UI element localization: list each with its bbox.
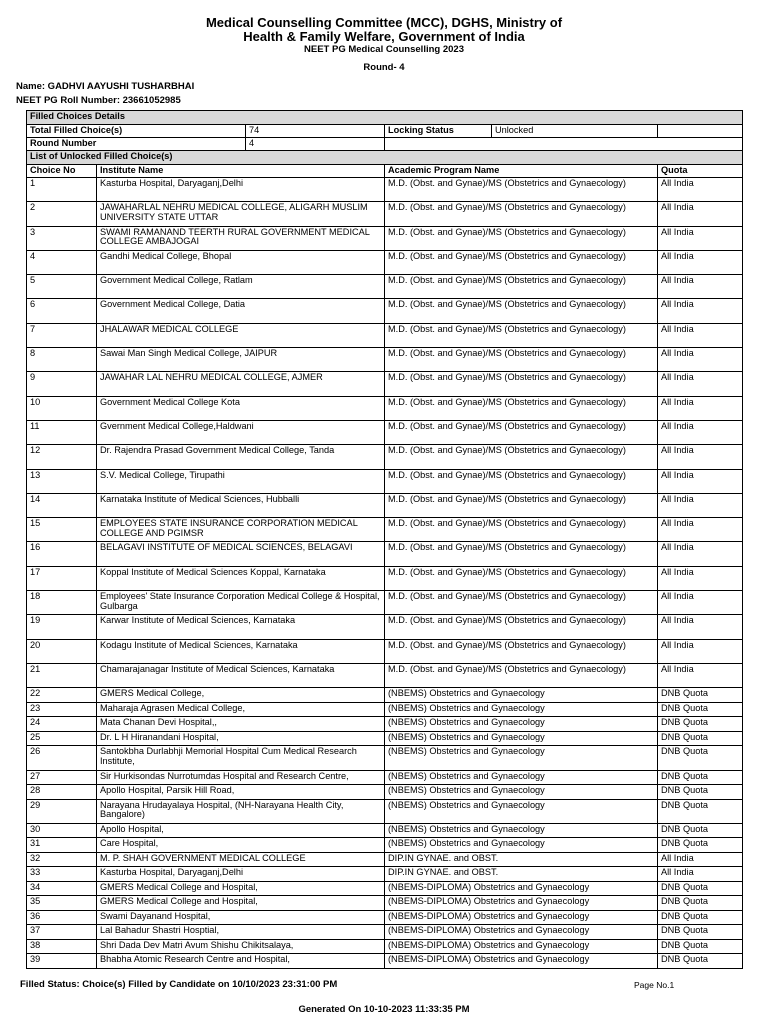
table-row [27,770,743,785]
table-row [27,881,743,896]
institute-name: S.V. Medical College, Tirupathi [97,469,385,493]
institute-name: Lal Bahadur Shastri Hosptial, [97,925,385,940]
choice-no: 25 [27,731,97,746]
quota: All India [658,615,743,639]
quota: All India [658,178,743,202]
quota: DNB Quota [658,688,743,703]
institute-name: GMERS Medical College and Hospital, [97,881,385,896]
program-name: M.D. (Obst. and Gynae)/MS (Obstetrics and Gynaecology) [385,226,658,250]
program-name: (NBEMS) Obstetrics and Gynaecology [385,770,658,785]
table-row [27,746,743,770]
table-row [27,250,743,274]
quota: All India [658,542,743,566]
quota: All India [658,639,743,663]
choice-no: 39 [27,954,97,969]
choice-no: 21 [27,663,97,687]
choice-no: 26 [27,746,97,770]
program-name: M.D. (Obst. and Gynae)/MS (Obstetrics and Gynaecology) [385,663,658,687]
locking-value: Unlocked [495,125,534,135]
institute-name: Mata Chanan Devi Hospital,, [97,717,385,732]
col-institute: Institute Name [97,165,385,178]
round-number-label: Round Number [27,138,246,150]
quota: All India [658,518,743,542]
quota: All India [658,420,743,444]
program-name: (NBEMS) Obstetrics and Gynaecology [385,688,658,703]
quota: DNB Quota [658,702,743,717]
program-name: M.D. (Obst. and Gynae)/MS (Obstetrics and Gynaecology) [385,639,658,663]
program-name: M.D. (Obst. and Gynae)/MS (Obstetrics and Gynaecology) [385,469,658,493]
choices-table [26,110,743,969]
program-name: M.D. (Obst. and Gynae)/MS (Obstetrics and Gynaecology) [385,518,658,542]
program-name: (NBEMS) Obstetrics and Gynaecology [385,785,658,800]
quota: All India [658,202,743,226]
choice-no: 10 [27,396,97,420]
institute-name: Apollo Hospital, [97,823,385,838]
institute-name: Kasturba Hospital, Daryaganj,Delhi [97,178,385,202]
quota: DNB Quota [658,881,743,896]
program-name: M.D. (Obst. and Gynae)/MS (Obstetrics and Gynaecology) [385,178,658,202]
program-name: M.D. (Obst. and Gynae)/MS (Obstetrics and Gynaecology) [385,615,658,639]
summary-spacer [658,125,743,138]
institute-name: Kasturba Hospital, Daryaganj,Delhi [97,867,385,882]
quota: DNB Quota [658,925,743,940]
institute-name: Narayana Hrudayalaya Hospital, (NH-Narayana Health City, Bangalore) [97,799,385,823]
table-row [27,939,743,954]
table-row [27,518,743,542]
quota: All India [658,469,743,493]
table-row [27,852,743,867]
table-row [27,445,743,469]
section-filled-choices [27,111,743,125]
institute-name: BELAGAVI INSTITUTE OF MEDICAL SCIENCES, BELAGAVI [97,542,385,566]
page-subtitle: NEET PG Medical Counselling 2023 [304,44,464,55]
quota: All India [658,275,743,299]
program-name: M.D. (Obst. and Gynae)/MS (Obstetrics and Gynaecology) [385,323,658,347]
quota: DNB Quota [658,770,743,785]
choice-no: 22 [27,688,97,703]
table-row [27,639,743,663]
choice-no: 17 [27,566,97,590]
table-row [27,925,743,940]
quota: DNB Quota [658,717,743,732]
institute-name: M. P. SHAH GOVERNMENT MEDICAL COLLEGE [97,852,385,867]
choice-no: 1 [27,178,97,202]
quota: All India [658,493,743,517]
program-name: (NBEMS-DIPLOMA) Obstetrics and Gynaecology [385,910,658,925]
quota: All India [658,396,743,420]
table-row [27,202,743,226]
col-quota: Quota [658,165,743,178]
table-row [27,542,743,566]
table-row [27,420,743,444]
table-row [27,493,743,517]
quota: DNB Quota [658,896,743,911]
summary-row-round [27,138,743,151]
title-text: Medical Counselling Committee (MCC), DGHS, Ministry of Health & Family Welfare, Government of India [205,15,563,44]
table-row [27,663,743,687]
choice-no: 12 [27,445,97,469]
choice-no: 37 [27,925,97,940]
institute-name: Swami Dayanand Hospital, [97,910,385,925]
institute-name: Karnataka Institute of Medical Sciences, Hubballi [97,493,385,517]
institute-name: Karwar Institute of Medical Sciences, Karnataka [97,615,385,639]
table-row [27,275,743,299]
institute-name: Santokbha Durlabhji Memorial Hospital Cum Medical Research Institute, [97,746,385,770]
table-row [27,799,743,823]
choice-no: 13 [27,469,97,493]
program-name: M.D. (Obst. and Gynae)/MS (Obstetrics and Gynaecology) [385,299,658,323]
table-row [27,226,743,250]
program-name: DIP.IN GYNAE. and OBST. [385,852,658,867]
choice-no: 29 [27,799,97,823]
table-row [27,566,743,590]
candidate-roll: NEET PG Roll Number: 23661052985 [16,95,181,106]
institute-name: GMERS Medical College, [97,688,385,703]
choice-no: 31 [27,838,97,853]
program-name: (NBEMS) Obstetrics and Gynaecology [385,731,658,746]
institute-name: Government Medical College, Ratlam [97,275,385,299]
quota: DNB Quota [658,954,743,969]
institute-name: JHALAWAR MEDICAL COLLEGE [97,323,385,347]
choice-no: 16 [27,542,97,566]
choice-no: 33 [27,867,97,882]
table-row [27,867,743,882]
institute-name: Koppal Institute of Medical Sciences Koppal, Karnataka [97,566,385,590]
institute-name: Government Medical College Kota [97,396,385,420]
table-row [27,299,743,323]
quota: All India [658,299,743,323]
institute-name: Kodagu Institute of Medical Sciences, Karnataka [97,639,385,663]
choice-no: 27 [27,770,97,785]
table-row [27,717,743,732]
table-row [27,910,743,925]
choice-no: 36 [27,910,97,925]
total-label: Total Filled Choice(s) [27,125,246,137]
choice-no: 23 [27,702,97,717]
table-row [27,838,743,853]
total-value: 74 [249,125,260,135]
institute-name: GMERS Medical College and Hospital, [97,896,385,911]
program-name: M.D. (Obst. and Gynae)/MS (Obstetrics and Gynaecology) [385,396,658,420]
section-title: Filled Choices Details [27,111,743,125]
program-name: (NBEMS) Obstetrics and Gynaecology [385,799,658,823]
choice-no: 32 [27,852,97,867]
institute-name: Sir Hurkisondas Nurrotumdas Hospital and Research Centre, [97,770,385,785]
institute-name: JAWAHAR LAL NEHRU MEDICAL COLLEGE, AJMER [97,372,385,396]
table-row [27,396,743,420]
institute-name: Government Medical College, Datia [97,299,385,323]
quota: DNB Quota [658,746,743,770]
quota: All India [658,566,743,590]
table-row [27,688,743,703]
quota: All India [658,867,743,882]
program-name: M.D. (Obst. and Gynae)/MS (Obstetrics and Gynaecology) [385,445,658,469]
choice-no: 15 [27,518,97,542]
institute-name: Apollo Hospital, Parsik Hill Road, [97,785,385,800]
program-name: (NBEMS) Obstetrics and Gynaecology [385,838,658,853]
col-choice-no: Choice No [27,165,97,178]
filled-status: Filled Status: Choice(s) Filled by Candidate on 10/10/2023 23:31:00 PM [20,979,338,990]
choice-no: 6 [27,299,97,323]
choice-no: 38 [27,939,97,954]
program-name: (NBEMS-DIPLOMA) Obstetrics and Gynaecology [385,881,658,896]
choice-no: 30 [27,823,97,838]
quota: DNB Quota [658,823,743,838]
quota: DNB Quota [658,838,743,853]
table-row [27,896,743,911]
choice-no: 24 [27,717,97,732]
choice-no: 18 [27,591,97,615]
table-row [27,348,743,372]
program-name: (NBEMS-DIPLOMA) Obstetrics and Gynaecology [385,925,658,940]
institute-name: Shri Dada Dev Matri Avum Shishu Chikitsalaya, [97,939,385,954]
choice-no: 11 [27,420,97,444]
choice-no: 28 [27,785,97,800]
program-name: (NBEMS) Obstetrics and Gynaecology [385,823,658,838]
program-name: (NBEMS-DIPLOMA) Obstetrics and Gynaecology [385,896,658,911]
choice-no: 4 [27,250,97,274]
choice-no: 34 [27,881,97,896]
quota: All India [658,226,743,250]
program-name: M.D. (Obst. and Gynae)/MS (Obstetrics and Gynaecology) [385,420,658,444]
quota: All India [658,323,743,347]
choice-no: 14 [27,493,97,517]
institute-name: Dr. Rajendra Prasad Government Medical College, Tanda [97,445,385,469]
program-name: M.D. (Obst. and Gynae)/MS (Obstetrics and Gynaecology) [385,202,658,226]
institute-name: Employees' State Insurance Corporation Medical College & Hospital, Gulbarga [97,591,385,615]
program-name: M.D. (Obst. and Gynae)/MS (Obstetrics and Gynaecology) [385,250,658,274]
candidate-name: Name: GADHVI AAYUSHI TUSHARBHAI [16,81,195,92]
table-header [27,165,743,178]
table-row [27,954,743,969]
institute-name: Care Hospital, [97,838,385,853]
program-name: (NBEMS) Obstetrics and Gynaecology [385,746,658,770]
round-label: Round- 4 [363,62,405,73]
program-name: M.D. (Obst. and Gynae)/MS (Obstetrics and Gynaecology) [385,372,658,396]
page-number: Page No.1 [634,980,675,990]
quota: All India [658,663,743,687]
choice-no: 3 [27,226,97,250]
quota: All India [658,250,743,274]
institute-name: Gandhi Medical College, Bhopal [97,250,385,274]
summary-row-total [27,125,743,138]
quota: DNB Quota [658,731,743,746]
summary-spacer [385,138,743,151]
generated-on: Generated On 10-10-2023 11:33:35 PM [298,1004,470,1015]
choice-no: 35 [27,896,97,911]
quota: DNB Quota [658,939,743,954]
program-name: (NBEMS) Obstetrics and Gynaecology [385,702,658,717]
round-number-value: 4 [249,138,255,148]
choice-no: 8 [27,348,97,372]
quota: DNB Quota [658,799,743,823]
program-name: M.D. (Obst. and Gynae)/MS (Obstetrics and Gynaecology) [385,542,658,566]
institute-name: JAWAHARLAL NEHRU MEDICAL COLLEGE, ALIGARH MUSLIM UNIVERSITY STATE UTTAR [97,202,385,226]
institute-name: Gvernment Medical College,Haldwani [97,420,385,444]
institute-name: Maharaja Agrasen Medical College, [97,702,385,717]
quota: DNB Quota [658,910,743,925]
locking-label: Locking Status [385,125,492,137]
program-name: M.D. (Obst. and Gynae)/MS (Obstetrics and Gynaecology) [385,566,658,590]
program-name: M.D. (Obst. and Gynae)/MS (Obstetrics and Gynaecology) [385,348,658,372]
quota: All India [658,591,743,615]
section-unlocked-choices [27,151,743,165]
choice-no: 19 [27,615,97,639]
institute-name: Sawai Man Singh Medical College, JAIPUR [97,348,385,372]
program-name: (NBEMS-DIPLOMA) Obstetrics and Gynaecology [385,954,658,969]
table-row [27,372,743,396]
institute-name: EMPLOYEES STATE INSURANCE CORPORATION MEDICAL COLLEGE AND PGIMSR [97,518,385,542]
choice-no: 9 [27,372,97,396]
quota: All India [658,372,743,396]
table-row [27,591,743,615]
table-row [27,469,743,493]
program-name: (NBEMS-DIPLOMA) Obstetrics and Gynaecology [385,939,658,954]
col-program: Academic Program Name [385,165,658,178]
page-title [0,16,768,44]
table-row [27,702,743,717]
quota: DNB Quota [658,785,743,800]
program-name: DIP.IN GYNAE. and OBST. [385,867,658,882]
choice-no: 2 [27,202,97,226]
institute-name: Bhabha Atomic Research Centre and Hospital, [97,954,385,969]
institute-name: Dr. L H Hiranandani Hospital, [97,731,385,746]
table-row [27,615,743,639]
program-name: M.D. (Obst. and Gynae)/MS (Obstetrics and Gynaecology) [385,591,658,615]
program-name: M.D. (Obst. and Gynae)/MS (Obstetrics and Gynaecology) [385,275,658,299]
institute-name: Chamarajanagar Institute of Medical Sciences, Karnataka [97,663,385,687]
choice-no: 7 [27,323,97,347]
program-name: M.D. (Obst. and Gynae)/MS (Obstetrics and Gynaecology) [385,493,658,517]
quota: All India [658,445,743,469]
section-title: List of Unlocked Filled Choice(s) [27,151,743,165]
choice-no: 5 [27,275,97,299]
program-name: (NBEMS) Obstetrics and Gynaecology [385,717,658,732]
table-row [27,731,743,746]
table-row [27,323,743,347]
table-row [27,785,743,800]
institute-name: SWAMI RAMANAND TEERTH RURAL GOVERNMENT MEDICAL COLLEGE AMBAJOGAI [97,226,385,250]
table-row [27,178,743,202]
quota: All India [658,348,743,372]
choice-no: 20 [27,639,97,663]
quota: All India [658,852,743,867]
table-row [27,823,743,838]
